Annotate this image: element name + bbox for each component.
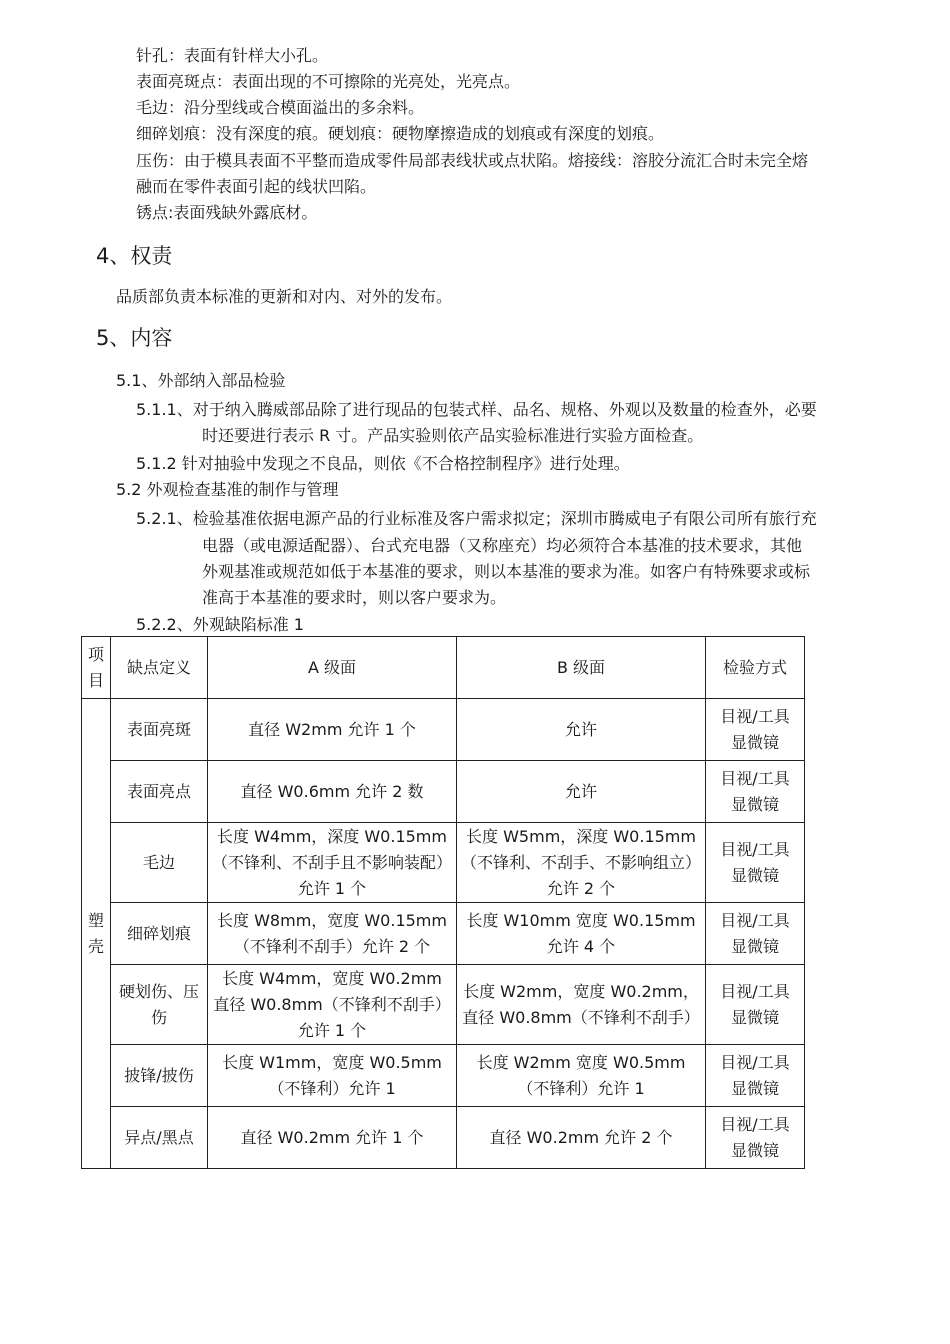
table-row	[82, 761, 805, 823]
definition-flash: 毛边：沿分型线或合模面溢出的多余料。	[136, 98, 425, 117]
a-surface-criteria	[208, 823, 457, 903]
defect-name: 披锋/披伤	[111, 1045, 208, 1107]
a-surface-text: 长度 W8mm，宽度 W0.15mm（不锋利不刮手）允许 2 个	[217, 910, 447, 956]
a-surface-criteria	[208, 1045, 457, 1107]
inspection-method	[706, 761, 805, 823]
b-surface-text: 长度 W2mm，宽度 W0.2mm，直径 W0.8mm（不锋利不刮手）	[462, 981, 700, 1027]
section-4-heading: 4、权责	[96, 244, 173, 268]
definition-rust: 锈点:表面残缺外露底材。	[136, 203, 318, 222]
defect-name: 细碎划痕	[111, 903, 208, 965]
b-surface-criteria	[457, 903, 706, 965]
header-a-surface: A 级面	[208, 637, 457, 699]
a-surface-criteria	[208, 761, 457, 823]
inspection-method	[706, 823, 805, 903]
b-surface-criteria	[457, 1045, 706, 1107]
b-surface-text: 允许	[564, 719, 597, 739]
inspection-method	[706, 1045, 805, 1107]
a-surface-text: 长度 W1mm，宽度 W0.5mm（不锋利）允许 1	[222, 1052, 442, 1098]
b-surface-text: 允许	[564, 781, 597, 801]
defect-standards-table	[81, 636, 805, 1169]
method-line1: 目视/工具	[720, 1114, 790, 1134]
inspection-method	[706, 1107, 805, 1169]
header-item	[82, 637, 111, 699]
method-line1: 目视/工具	[720, 706, 790, 726]
b-surface-criteria	[457, 761, 706, 823]
a-surface-text: 直径 W2mm 允许 1 个	[248, 719, 416, 739]
method-line1: 目视/工具	[720, 910, 790, 930]
header-defect-definition: 缺点定义	[111, 637, 208, 699]
method-line2: 显微镜	[730, 732, 779, 752]
section-5-2-2: 5.2.2、外观缺陷标准 1	[136, 615, 304, 634]
a-surface-criteria	[208, 903, 457, 965]
section-5-2-1-line1: 5.2.1、检验基准依据电源产品的行业标准及客户需求拟定；深圳市腾威电子有限公司所有旅行充	[136, 509, 817, 528]
table-row	[82, 903, 805, 965]
inspection-method	[706, 965, 805, 1045]
definition-pinhole: 针孔：表面有针样大小孔。	[136, 46, 329, 65]
section-5-2-1-line3: 外观基准或规范如低于本基准的要求，则以本基准的要求为准。如客户有特殊要求或标	[202, 562, 811, 581]
table-row	[82, 699, 805, 761]
a-surface-criteria	[208, 1107, 457, 1169]
table-row	[82, 823, 805, 903]
method-line2: 显微镜	[730, 794, 779, 814]
b-surface-criteria	[457, 965, 706, 1045]
b-surface-text: 长度 W10mm 宽度 W0.15mm 允许 4 个	[466, 910, 696, 956]
definition-scratches: 细碎划痕：没有深度的痕。硬划痕：硬物摩擦造成的划痕或有深度的划痕。	[136, 124, 665, 143]
section-5-1-title: 5.1、外部纳入部品检验	[116, 371, 286, 390]
method-line1: 目视/工具	[720, 1052, 790, 1072]
method-line2: 显微镜	[730, 1007, 779, 1027]
defect-name: 表面亮点	[111, 761, 208, 823]
b-surface-text: 长度 W2mm 宽度 W0.5mm（不锋利）允许 1	[476, 1052, 686, 1098]
header-inspection-method: 检验方式	[706, 637, 805, 699]
method-line1: 目视/工具	[720, 981, 790, 1001]
table-header-row	[82, 637, 805, 699]
section-5-1-1-line2: 时还要进行表示 R 寸。产品实验则依产品实验标准进行实验方面检查。	[202, 426, 704, 445]
category-line2: 壳	[87, 936, 104, 956]
section-5-heading: 5、内容	[96, 326, 173, 350]
a-surface-text: 长度 W4mm，宽度 W0.2mm 直径 W0.8mm（不锋利不刮手）允许 1 个	[213, 968, 451, 1040]
table-row	[82, 965, 805, 1045]
a-surface-text: 直径 W0.2mm 允许 1 个	[240, 1127, 424, 1147]
category-line1: 塑	[87, 910, 104, 930]
b-surface-criteria	[457, 1107, 706, 1169]
b-surface-text: 长度 W5mm，深度 W0.15mm（不锋利、不刮手、不影响组立）允许 2 个	[461, 826, 701, 898]
inspection-method	[706, 903, 805, 965]
a-surface-criteria	[208, 965, 457, 1045]
definition-dent-line1: 压伤：由于模具表面不平整而造成零件局部表线状或点状陷。熔接线：溶胶分流汇合时未完全熔	[136, 151, 809, 170]
header-b-surface: B 级面	[457, 637, 706, 699]
method-line1: 目视/工具	[720, 768, 790, 788]
table-row	[82, 1045, 805, 1107]
defect-name: 异点/黑点	[111, 1107, 208, 1169]
category-cell	[82, 699, 111, 1169]
defect-name: 表面亮斑	[111, 699, 208, 761]
section-5-1-2: 5.1.2 针对抽验中发现之不良品，则依《不合格控制程序》进行处理。	[136, 454, 630, 473]
method-line2: 显微镜	[730, 1078, 779, 1098]
a-surface-text: 直径 W0.6mm 允许 2 数	[240, 781, 424, 801]
definition-bright-spot: 表面亮斑点：表面出现的不可擦除的光亮处，光亮点。	[136, 72, 521, 91]
header-item-line2: 目	[87, 670, 104, 690]
section-5-1-1-line1: 5.1.1、对于纳入腾威部品除了进行现品的包装式样、品名、规格、外观以及数量的检查外，必要	[136, 400, 817, 419]
defect-name: 硬划伤、压伤	[111, 965, 208, 1045]
method-line1: 目视/工具	[720, 839, 790, 859]
method-line2: 显微镜	[730, 865, 779, 885]
b-surface-criteria	[457, 699, 706, 761]
section-5-2-1-line2: 电器（或电源适配器）、台式充电器（又称座充）均必须符合本基准的技术要求，其他	[202, 536, 803, 555]
table-row	[82, 1107, 805, 1169]
method-line2: 显微镜	[730, 936, 779, 956]
method-line2: 显微镜	[730, 1140, 779, 1160]
section-4-body: 品质部负责本标准的更新和对内、对外的发布。	[116, 287, 453, 306]
definition-dent-line2: 融而在零件表面引起的线状凹陷。	[136, 177, 377, 196]
b-surface-text: 直径 W0.2mm 允许 2 个	[489, 1127, 673, 1147]
section-5-2-1-line4: 准高于本基准的要求时，则以客户要求为。	[202, 588, 507, 607]
a-surface-criteria	[208, 699, 457, 761]
section-5-2-title: 5.2 外观检查基准的制作与管理	[116, 480, 339, 499]
defect-name: 毛边	[111, 823, 208, 903]
a-surface-text: 长度 W4mm，深度 W0.15mm（不锋利、不刮手且不影响装配）允许 1 个	[212, 826, 452, 898]
inspection-method	[706, 699, 805, 761]
b-surface-criteria	[457, 823, 706, 903]
header-item-line1: 项	[87, 644, 104, 664]
